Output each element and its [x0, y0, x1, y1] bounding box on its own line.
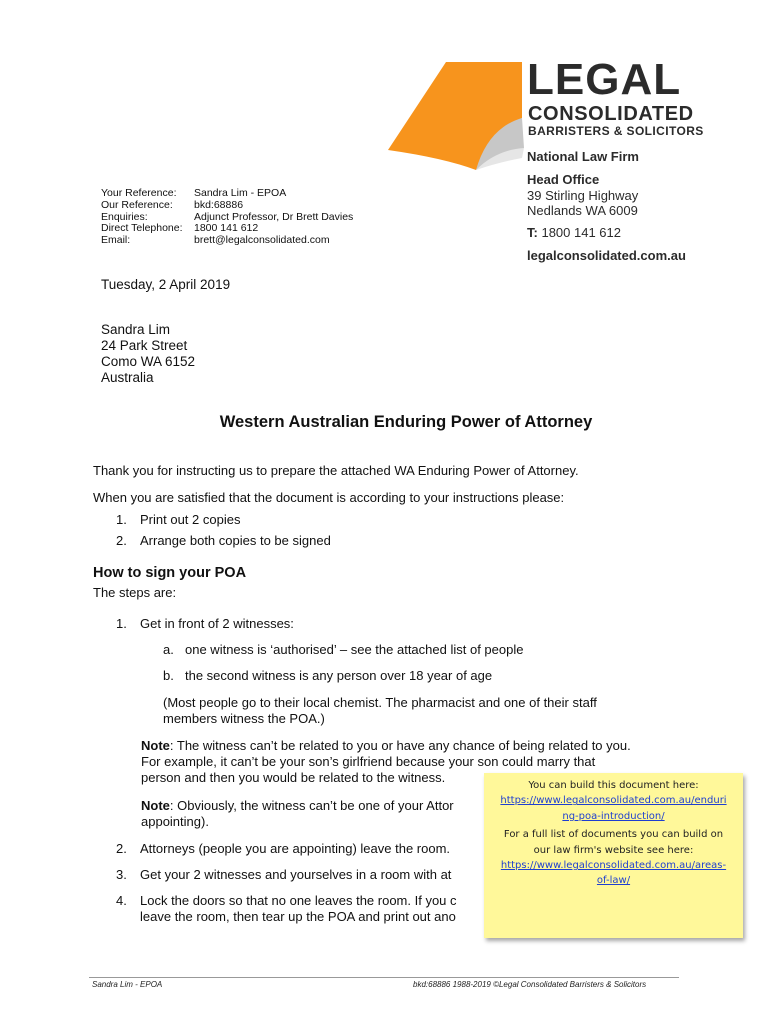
ref-label-email: Email: [101, 234, 131, 247]
reference-values [194, 188, 353, 247]
note-text: : The witness can’t be related to you or have any chance of being related to you. [169, 738, 631, 753]
step-item [116, 893, 457, 925]
intro-paragraph-2: When you are satisfied that the document is according to your instructions please: [93, 490, 565, 505]
build-document-link-cont[interactable]: ng-poa-introduction/ [562, 810, 665, 822]
note-text: appointing). [141, 814, 209, 829]
sub-step-item [163, 642, 523, 658]
list-text: Print out 2 copies [140, 512, 241, 527]
ref-value-our: bkd:68886 [194, 198, 244, 211]
sub-step-text: one witness is ‘authorised’ – see the attached list of people [185, 642, 524, 657]
note-label: Note [141, 738, 170, 753]
ref-value-email: brett@legalconsolidated.com [194, 234, 330, 247]
ref-label-our: Our Reference: [101, 198, 173, 211]
office-address-1: 39 Stirling Highway [527, 188, 639, 203]
step-text: Get your 2 witnesses and yourselves in a room with at [140, 867, 452, 882]
list-number: 2. [116, 533, 127, 548]
sticky-note-line: our law firm's website see here: [533, 844, 694, 856]
phone-number: 1800 141 612 [541, 225, 621, 240]
list-number: 1. [116, 512, 127, 527]
footer-copyright: bkd:68886 1988-2019 ©Legal Consolidated Barristers & Solicitors [413, 980, 647, 989]
note-text: person and then you would be related to the witness. [141, 770, 446, 785]
intro-paragraph-1: Thank you for instructing us to prepare the attached WA Enduring Power of Attorney. [93, 463, 579, 478]
ref-label-your: Your Reference: [101, 187, 177, 199]
sticky-note-line: You can build this document here: [528, 780, 699, 791]
steps-lead: The steps are: [93, 585, 177, 600]
logo-consolidated: CONSOLIDATED [528, 103, 694, 125]
note-label: Note [141, 798, 170, 813]
note-text: : Obviously, the witness can’t be one of your Attor [169, 798, 454, 813]
note-text: For example, it can’t be your son’s girlfriend because your son could marry that [141, 754, 596, 769]
step-number: 4. [116, 893, 127, 908]
sub-step-letter: a. [163, 642, 174, 657]
ref-value-enquiries: Adjunct Professor, Dr Brett Davies [194, 210, 354, 223]
recipient-street: 24 Park Street [101, 338, 188, 353]
list-item [116, 512, 240, 528]
step-item [116, 841, 450, 857]
ref-value-telephone: 1800 141 612 [194, 222, 259, 235]
sub-step-item [163, 668, 492, 684]
recipient-suburb: Como WA 6152 [101, 354, 196, 369]
sticky-note[interactable] [484, 773, 743, 938]
document-title: Western Australian Enduring Power of Attorney [219, 413, 593, 431]
areas-of-law-link[interactable]: https://www.legalconsolidated.com.au/areas- [500, 860, 727, 872]
footer-reference: Sandra Lim - EPOA [92, 980, 163, 989]
letter-date: Tuesday, 2 April 2019 [101, 277, 231, 292]
list-item [116, 533, 331, 549]
step-number: 1. [116, 616, 127, 631]
logo-subtitle: BARRISTERS & SOLICITORS [528, 124, 704, 138]
pharmacist-note-line: (Most people go to their local chemist. The pharmacist and one of their staff [163, 695, 597, 710]
step-text: Lock the doors so that no one leaves the room. If you c [140, 893, 457, 908]
sticky-note-line: For a full list of documents you can build on [503, 829, 724, 841]
areas-of-law-link-cont[interactable]: of-law/ [596, 875, 631, 887]
office-address-2: Nedlands WA 6009 [527, 203, 638, 218]
step-number: 2. [116, 841, 127, 856]
office-phone [527, 225, 621, 240]
phone-label: T: [527, 225, 538, 240]
recipient-address [101, 322, 195, 386]
step-item [116, 616, 294, 632]
sub-step-letter: b. [163, 668, 174, 683]
step-text: leave the room, then tear up the POA and print out ano [140, 909, 456, 924]
office-title: Head Office [527, 172, 600, 187]
step-text: Get in front of 2 witnesses: [140, 616, 294, 631]
sub-step-text: the second witness is any person over 18 year of age [185, 668, 493, 683]
list-text: Arrange both copies to be signed [140, 533, 331, 548]
recipient-country: Australia [101, 370, 154, 385]
ref-label-enquiries: Enquiries: [101, 210, 148, 223]
step-number: 3. [116, 867, 127, 882]
recipient-name: Sandra Lim [101, 322, 171, 337]
ref-label-telephone: Direct Telephone: [101, 222, 183, 235]
reference-labels [101, 188, 183, 247]
logo-curl-icon [384, 58, 524, 174]
section-heading: How to sign your POA [93, 565, 247, 581]
office-website: legalconsolidated.com.au [527, 248, 686, 263]
step-item [116, 867, 451, 883]
note-witness-attorney [141, 798, 454, 830]
build-document-link[interactable]: https://www.legalconsolidated.com.au/enduri [500, 795, 727, 807]
pharmacist-note [163, 695, 597, 727]
tagline: National Law Firm [527, 149, 639, 164]
logo-wordmark: LEGAL [527, 55, 682, 104]
footer-divider [89, 977, 679, 978]
step-text: Attorneys (people you are appointing) leave the room. [140, 841, 451, 856]
pharmacist-note-line: members witness the POA.) [163, 711, 325, 726]
ref-value-your: Sandra Lim - EPOA [194, 187, 287, 199]
